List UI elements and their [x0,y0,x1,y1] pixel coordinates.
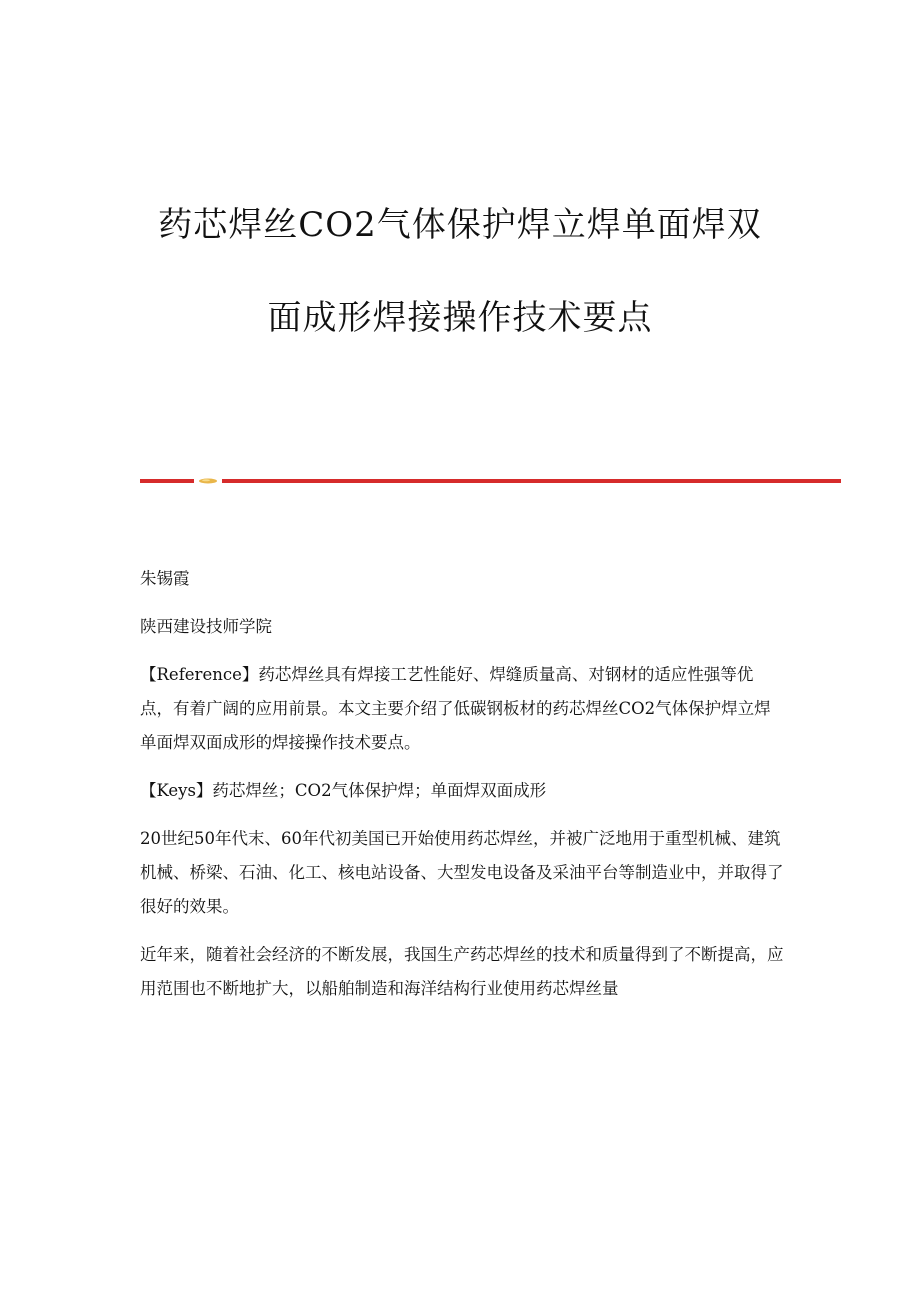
divider-bar-left [140,479,194,483]
document-body [140,562,785,1020]
document-title [0,205,920,338]
body-paragraph-1: 20世纪50年代末、60年代初美国已开始使用药芯焊丝，并被广泛地用于重型机械、建筑机械、桥梁、石油、化工、核电站设备、大型发电设备及采油平台等制造业中，并取得了很好的效果。 [140,829,784,916]
keywords-paragraph: 【Keys】药芯焊丝；CO2气体保护焊；单面焊双面成形 [140,781,547,800]
abstract-paragraph: 【Reference】药芯焊丝具有焊接工艺性能好、焊缝质量高、对钢材的适应性强等优点，有着广阔的应用前景。本文主要介绍了低碳钢板材的药芯焊丝CO2气体保护焊立焊单面焊双面成形的焊接操作技术要点。 [140,665,771,752]
title-line-2: 面成形焊接操作技术要点 [267,298,653,338]
divider-bar-right [222,479,841,483]
author-name: 朱锡霞 [140,569,190,588]
divider-ornament-icon [197,478,219,484]
title-line-1: 药芯焊丝CO2气体保护焊立焊单面焊双 [158,205,762,245]
title-divider [140,478,841,484]
body-paragraph-2: 近年来，随着社会经济的不断发展，我国生产药芯焊丝的技术和质量得到了不断提高，应用范围也不断地扩大，以船舶制造和海洋结构行业使用药芯焊丝量 [140,945,784,998]
author-affiliation: 陕西建设技师学院 [140,617,272,636]
